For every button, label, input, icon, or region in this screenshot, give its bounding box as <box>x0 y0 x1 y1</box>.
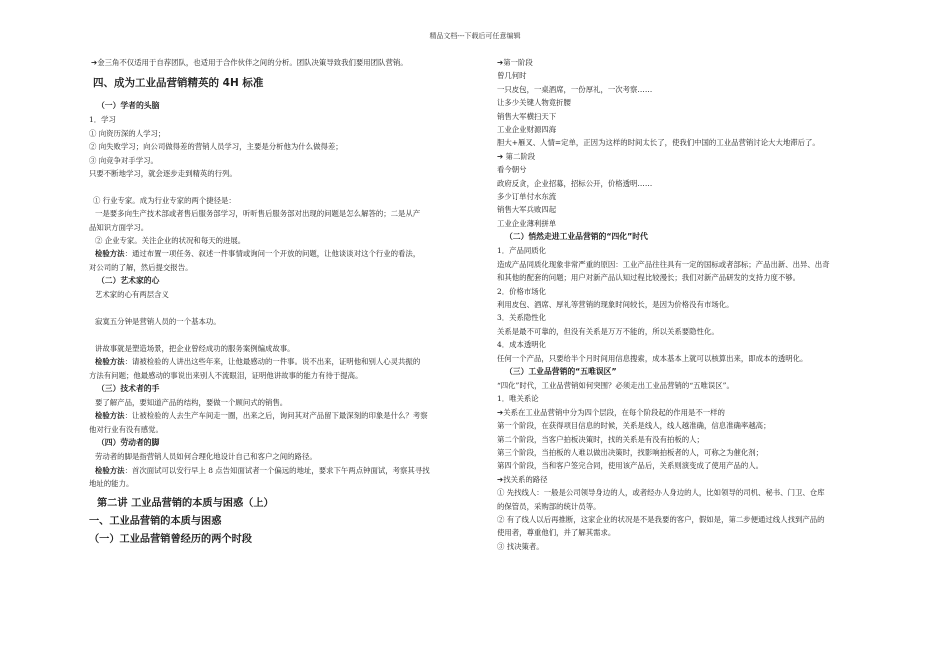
stage-2-heading: ➔ 第二阶段 <box>497 151 536 161</box>
p1-line: 1．学习 <box>89 115 116 125</box>
stage-2-line: 多少订单付水东流 <box>497 192 557 202</box>
path-line: ② 有了线人以后再推断，这家企业的状况是不是我要的客户，假如是，第二步便通过线人找到产品的 <box>497 515 825 524</box>
p8-line: 要了解产品，要知道产品的结构，要做一个顾问式的销售。 <box>95 398 288 408</box>
left-column <box>89 56 472 549</box>
arrow-icon: ➔ <box>91 58 98 67</box>
stage-1-line: 曾几何时 <box>497 71 527 81</box>
arrow-icon: ➔ <box>497 407 504 417</box>
phase-line: 第二个阶段，当客户拍板决策时，找的关系是有没有拍板的人； <box>497 434 704 444</box>
p1-line: ① 向资历深的人学习； <box>89 128 166 138</box>
relationship-path: ➔找关系的路径 <box>497 474 548 484</box>
p7-line: 讲故事就是塑造场景，把企业曾经成功的服务案例编成故事。 <box>95 343 295 353</box>
stage-1-line: 销售大军横扫天下 <box>497 111 557 121</box>
stage-2-line: 看今朝兮 <box>497 165 527 175</box>
section-1-title: 一、工业品营销的本质与困惑 <box>89 515 222 527</box>
p3-line: 一是要多向生产技术部或者售后服务部学习，听听售后服务部对出现的问题是怎么解答的；二是从产 <box>95 209 421 219</box>
check-method-4-cont: 地址的能力。 <box>89 479 134 489</box>
path-line: 的保管员，采购部的统计员等。 <box>497 501 601 511</box>
phase-line: 第四个阶段，当和客户签完合同，使用该产品后，关系则演变成了使用产品的人。 <box>497 461 764 471</box>
five-myths-item-1: 1．唯关系论 <box>497 394 539 404</box>
p1-line: ② 向失败学习；向公司做得差的营销人员学习，主要是分析他为什么做得差； <box>89 142 343 152</box>
heading-four-trends: （二）悄然走进工业品营销的“四化”时代 <box>505 232 648 242</box>
four-trends-line: 1．产品同质化 <box>497 246 547 256</box>
stage-1-heading: ➔第一阶段 <box>497 58 533 67</box>
intro-paragraph: ➔金三角不仅适用于自荐团队，也适用于合作伙伴之间的分析。团队决策导致我们要用团队营销。 <box>91 58 408 67</box>
heading-artist-heart: （二）艺术家的心 <box>97 276 160 286</box>
check-method-1: 检验方法：通过布置一项任务、叙述一件事情或询问一个开放的问题，让他谈谈对这个行业的看法， <box>95 249 421 259</box>
stage-1-line: 工业企业财源四海 <box>497 125 557 135</box>
check-method-2: 检验方法：请被检验的人讲出这些年来，让他最感动的一件事。说不出来，证明他和别人心灵共振的 <box>95 357 421 367</box>
heading-scholar-mind: （一）学者的头脑 <box>97 101 160 111</box>
subsection-1-title: （一）工业品营销曾经历的两个时段 <box>89 533 252 545</box>
check-method-1-cont: 对公司的了解，然后提交报告。 <box>89 262 193 272</box>
four-trends-line: 利用皮包、酒席、厚礼等营销的现象时间较长，是因为价格没有市场化。 <box>497 299 734 309</box>
four-trends-line: 4．成本透明化 <box>497 340 547 350</box>
section-4-title: 四、成为工业品营销精英的 4H 标准 <box>93 77 264 90</box>
check-method-3: 检验方法：让被检验的人去生产车间走一圈，出来之后，询问其对产品留下最深刻的印象是什么？考察 <box>95 411 428 421</box>
stage-1-line: 让多少关键人物竟折腰 <box>497 98 571 108</box>
p4-line: ② 企业专家。关注企业的状况和每天的进展。 <box>95 236 246 246</box>
arrow-icon: ➔ <box>497 474 504 484</box>
five-myths-intro: “四化”时代，工业品营销如何突围？必须走出工业品营销的“五唯误区”。 <box>497 380 734 390</box>
four-trends-line: 造成产品同质化现象非常严重的原因：工业产品往往具有一定的国标或者部标；产品出新、出异、出奇 <box>497 259 830 269</box>
lecture-title: 第二讲 工业品营销的本质与困惑（上） <box>97 497 274 509</box>
phase-line: 第三个阶段，当拍板的人难以做出决策时，找影响拍板者的人，可称之为催化剂； <box>497 447 764 457</box>
stage-1-line: 胆大+雁叉、人情=定单，正因为这样的时间太长了，使我们中国的工业品营销讨论大大地滞后了。 <box>497 138 820 148</box>
stage-1-line: 一只皮包，一桌酒席，一份厚礼，一次考察…… <box>497 84 653 94</box>
phase-line: 第一个阶段，在获得项目信息的时候，关系是线人，线人越准确，信息准确率越高； <box>497 421 771 431</box>
p9-line: 劳动者的脚是指营销人员如何合理化地设计自己和客户之间的路径。 <box>95 452 317 462</box>
check-method-4: 检验方法：首次面试可以安行早上 8 点告知面试者一个偏远的地址，要求下午两点钟面试，考察其寻找 <box>95 465 430 475</box>
stage-2-line: 工业企业薄利拼单 <box>497 218 557 228</box>
four-trends-line: 3．关系隐性化 <box>497 313 547 323</box>
arrow-icon: ➔ <box>497 151 504 161</box>
p2-line: ① 行业专家。成为行业专家的两个捷径是： <box>93 195 236 205</box>
arrow-icon: ➔ <box>497 58 504 67</box>
heading-technician-hand: （三）技术者的手 <box>97 384 160 394</box>
p5-line: 艺术家的心有两层含义 <box>95 290 169 300</box>
path-line: ③ 找决策者。 <box>497 541 544 551</box>
heading-laborer-feet: （四）劳动者的脚 <box>97 438 160 448</box>
page-header: 精品文档---下载后可任意编辑 <box>429 32 521 40</box>
relationship-stages: ➔关系在工业品营销中分为四个层段，在每个阶段起的作用是不一样的 <box>497 407 725 417</box>
four-trends-line: 关系是最不可靠的，但没有关系是万万不能的，所以关系要隐性化。 <box>497 326 719 336</box>
four-trends-line: 任何一个产品，只要给半个月时间用信息搜索，成本基本上就可以核算出来，即成本的透明化。 <box>497 353 808 363</box>
stage-2-line: 政府反贪，企业招募，招标公开，价格透明…… <box>497 178 653 188</box>
p1-line: ③ 向竞争对手学习。 <box>89 155 158 165</box>
path-line: 使用者，尊重他们，并了解其需求。 <box>497 528 616 538</box>
check-method-3-cont: 他对行业有没有感觉。 <box>89 424 163 434</box>
four-trends-line: 2．价格市场化 <box>497 286 547 296</box>
p3-line: 品知识方面学习。 <box>89 222 149 232</box>
path-line: ① 先找线人：一般是公司领导身边的人，或者经办人身边的人，比如领导的司机、秘书、门卫、仓库 <box>497 488 825 498</box>
stage-2-line: 销售大军兵败四起 <box>497 205 557 215</box>
p1-line: 只要不断地学习，就会逐步走到精英的行列。 <box>89 169 237 179</box>
p6-line: 寂寞五分钟是营销人员的一个基本功。 <box>95 317 221 327</box>
four-trends-line: 和其他的配套的问题；用户对新产品认知过程比较漫长；我们对新产品研发的支持力度不够。 <box>497 273 801 283</box>
check-method-2-cont: 方法有问题；他最感动的事说出来别人不流眼泪，证明他讲故事的能力有待于提高。 <box>89 370 363 380</box>
right-column <box>497 56 869 553</box>
heading-five-myths: （三）工业品营销的“五唯误区” <box>505 366 617 376</box>
